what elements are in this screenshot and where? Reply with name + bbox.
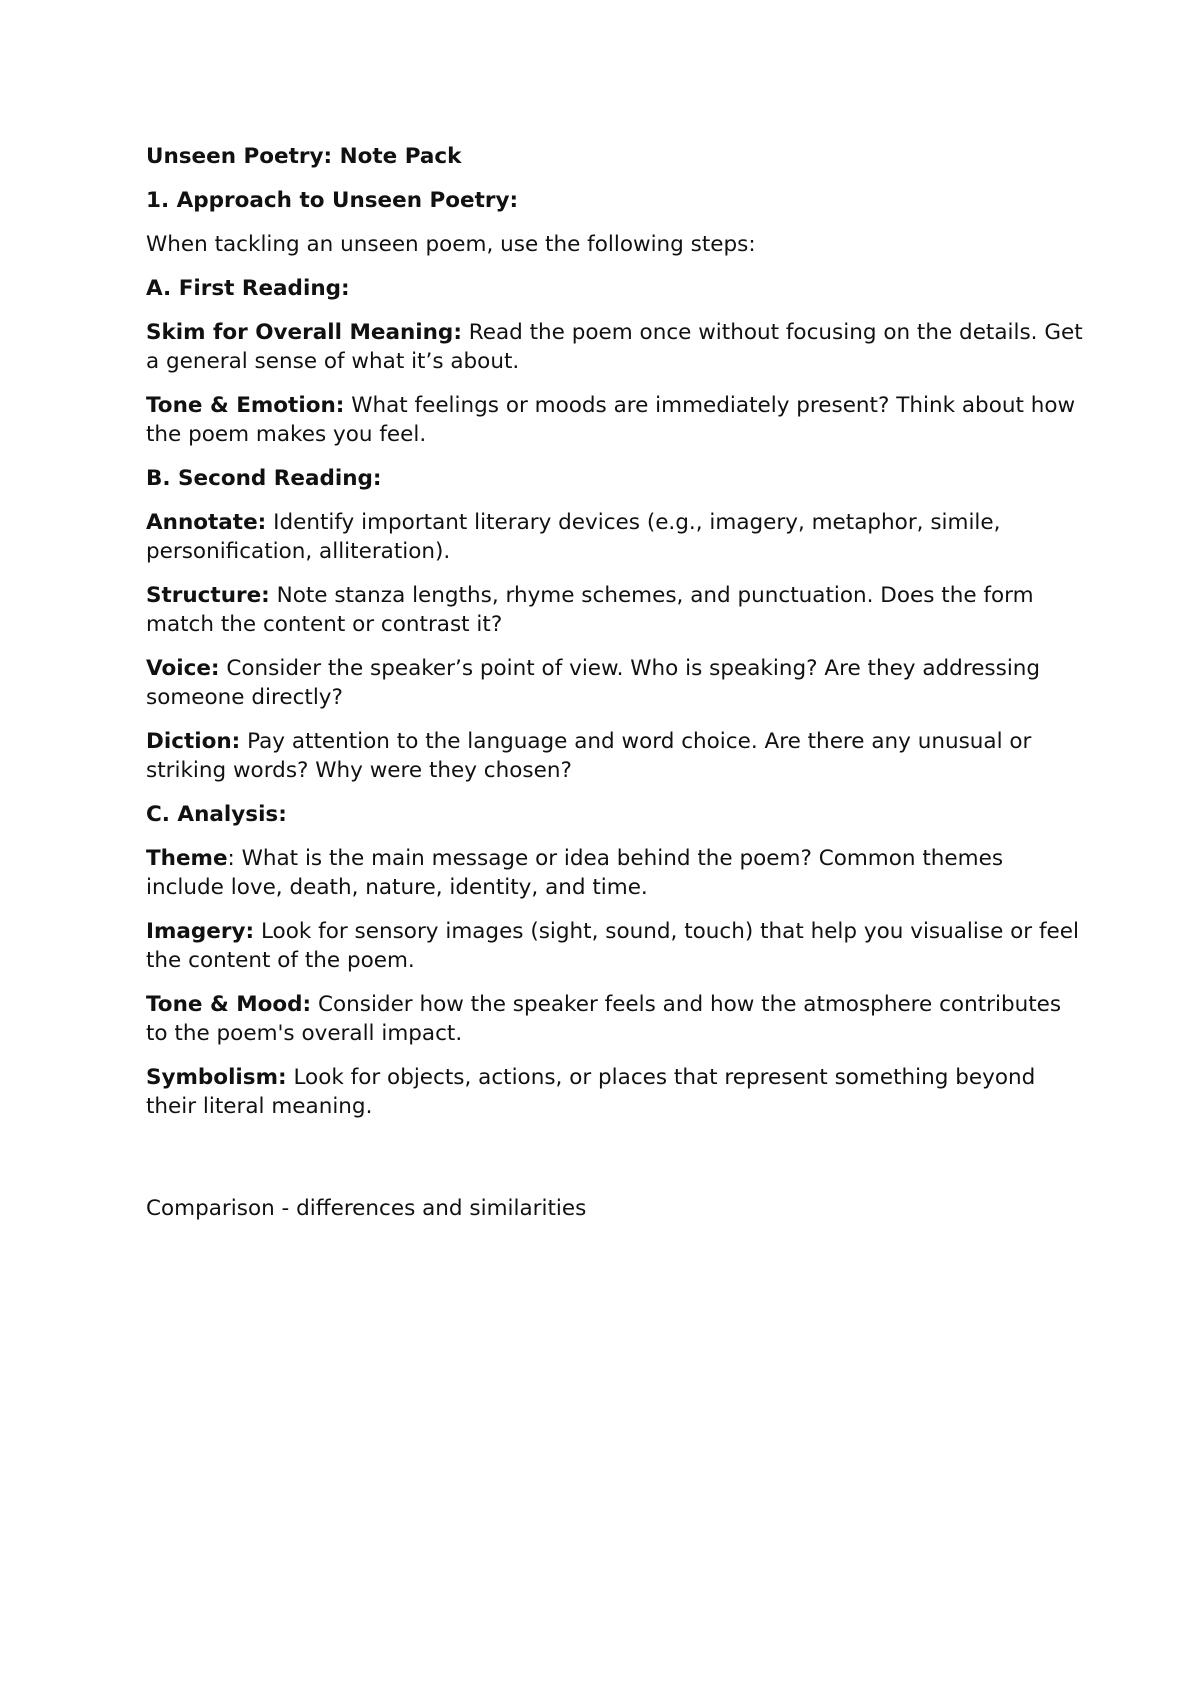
note-term: Imagery: (146, 919, 255, 944)
document-page (146, 142, 1086, 1238)
blank-line (146, 1136, 1086, 1194)
note-item (146, 917, 1086, 975)
note-text: Consider the speaker’s point of view. Who is speaking? Are they addressing someone directly? (146, 656, 1041, 710)
note-text: : What is the main message or idea behind the poem? Common themes include love, death, nature, identity, and time. (146, 846, 1004, 900)
note-text: Identify important literary devices (e.g., imagery, metaphor, simile, personification, alliteration). (146, 510, 1001, 564)
note-text: Consider how the speaker feels and how the atmosphere contributes to the poem's overall impact. (146, 992, 1062, 1046)
note-text: Read the poem once without focusing on the details. Get a general sense of what it’s about. (146, 320, 1083, 374)
note-item (146, 727, 1086, 785)
note-item (146, 1063, 1086, 1121)
note-item (146, 990, 1086, 1048)
section-heading-analysis: C. Analysis: (146, 802, 287, 827)
intro-text: When tackling an unseen poem, use the following steps: (146, 232, 756, 257)
note-item (146, 318, 1086, 376)
note-term: Theme (146, 846, 228, 871)
note-item (146, 581, 1086, 639)
note-item (146, 508, 1086, 566)
document-title: Unseen Poetry: Note Pack (146, 144, 462, 169)
note-item (146, 844, 1086, 902)
note-text: Look for objects, actions, or places that represent something beyond their literal meaning. (146, 1065, 1036, 1119)
note-term: Tone & Emotion: (146, 393, 345, 418)
note-text: Look for sensory images (sight, sound, touch) that help you visualise or feel the content of the poem. (146, 919, 1079, 973)
section-heading-approach: 1. Approach to Unseen Poetry: (146, 188, 519, 213)
note-text: Pay attention to the language and word choice. Are there any unusual or striking words? Why were they chosen? (146, 729, 1032, 783)
section-heading-second-reading: B. Second Reading: (146, 466, 382, 491)
note-term: Voice: (146, 656, 220, 681)
note-term: Symbolism: (146, 1065, 287, 1090)
note-term: Annotate: (146, 510, 267, 535)
note-term: Structure: (146, 583, 270, 608)
note-text: What feelings or moods are immediately present? Think about how the poem makes you feel. (146, 393, 1076, 447)
note-term: Diction: (146, 729, 241, 754)
note-item (146, 391, 1086, 449)
note-text: Note stanza lengths, rhyme schemes, and punctuation. Does the form match the content or contrast it? (146, 583, 1034, 637)
closing-text: Comparison - differences and similarities (146, 1196, 587, 1221)
section-heading-first-reading: A. First Reading: (146, 276, 350, 301)
note-term: Skim for Overall Meaning: (146, 320, 462, 345)
note-term: Tone & Mood: (146, 992, 312, 1017)
note-item (146, 654, 1086, 712)
